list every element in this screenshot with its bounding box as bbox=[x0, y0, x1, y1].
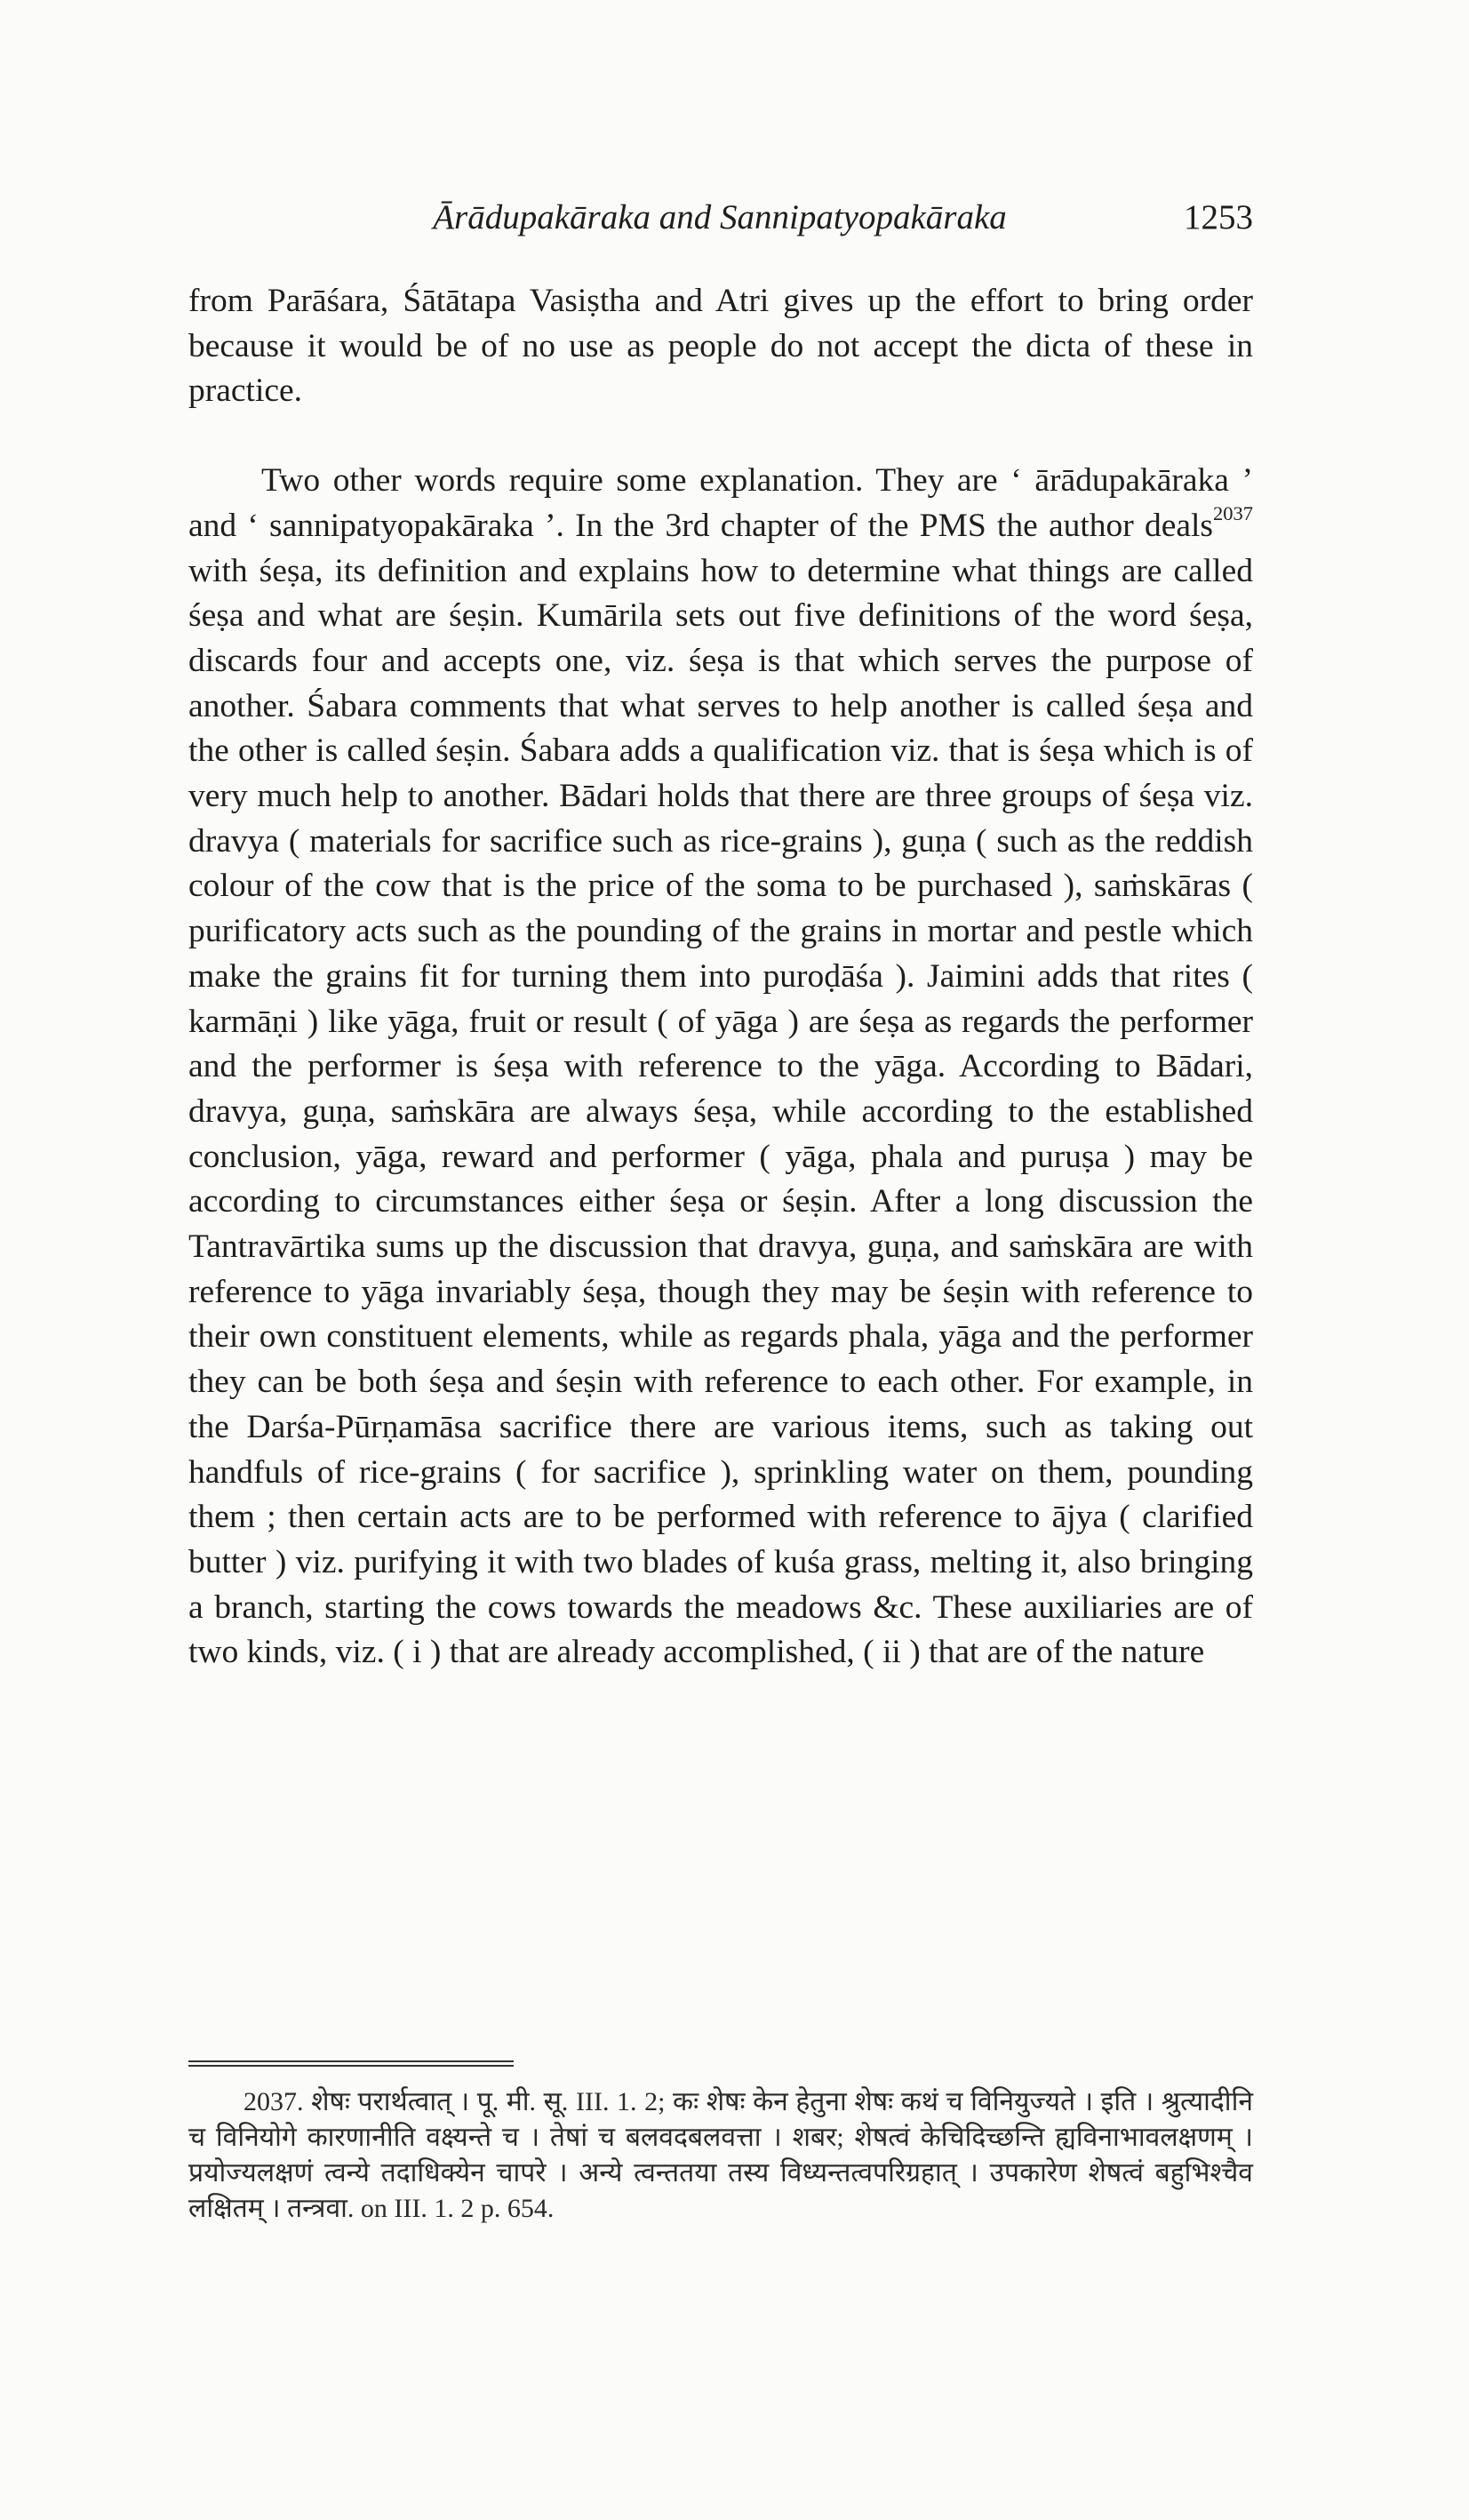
running-head bbox=[187, 188, 1253, 242]
footnote-divider bbox=[188, 2060, 514, 2067]
footnote bbox=[188, 2084, 1253, 2227]
footnote-reference[interactable]: 2037 bbox=[1213, 501, 1253, 524]
page-number: 1253 bbox=[1184, 198, 1253, 236]
running-title: Ārādupakāraka and Sannipatyopakāraka bbox=[433, 198, 1007, 236]
paragraph-continued: from Parāśara, Śātātapa Vasiṣtha and Atri gives up the effort to bring order because it would be of no use as people do not accept the dicta of these in practice. bbox=[188, 283, 1253, 410]
paragraph-sesa-definition bbox=[188, 459, 1253, 1676]
paragraph-text-start: Two other words require some explanation. They are ‘ ārādupakāraka ’ and ‘ sannipatyopakāraka ’. In the 3rd chapter of the PMS the author deals bbox=[188, 462, 1253, 544]
main-text bbox=[188, 279, 1253, 1676]
footnote-2037 bbox=[188, 2084, 1253, 2227]
footnote-number: 2037. bbox=[244, 2087, 304, 2116]
footnote-text: शेषः परार्थत्वात् । पू. मी. सू. III. 1. 2; कः शेषः केन हेतुना शेषः कथं च विनियुज्यते । इति । श्रुत्यादीनि च विनियोगे कारणानीति वक्ष्यन्ते च । तेषां च बलवदबलवत्ता । शबर; शेषत्वं केचिदिच्छन्ति ह्यविनाभावलक्षणम् । प्रयोज्यलक्षणं त्वन्ये तदाधिक्येन चापरे । अन्ये त्वन्ततया तस्य विध्यन्तत्वपरिग्रहात् । उपकारेण शेषत्वं बहुभिश्चैव लक्षितम् । तन्त्रवा. on III. 1. 2 p. 654. bbox=[188, 2087, 1253, 2223]
paragraph-text-rest: with śeṣa, its definition and explains how to determine what things are called śeṣa and what are śeṣin. Kumārila sets out five definitions of the word śeṣa, discards four and accepts one, viz. śeṣa is that which serves the purpose of another. Śabara comments that what serves to help another is called śeṣa and the other is called śeṣin. Śabara adds a qualification viz. that is śeṣa which is of very much help to another. Bādari holds that there are three groups of śeṣa viz. dravya ( materials for sacrifice such as rice-grains ), guṇa ( such as the reddish colour of the cow that is the price of the soma to be purchased ), saṁskāras ( purificatory acts such as the pounding of the grains in mortar and pestle which make the grains fit for turning them into puroḍāśa ). Jaimini adds that rites ( karmāṇi ) like yāga, fruit or result ( of yāga ) are śeṣa as regards the performer and the performer is śeṣa with reference to the yāga. According to Bādari, dravya, guṇa, saṁskāra are always śeṣa, while according to the established conclusion, yāga, reward and performer ( yāga, phala and puruṣa ) may be according to circumstances either śeṣa or śeṣin. After a long discussion the Tantravārtika sums up the discussion that dravya, guṇa, and saṁskāra are with reference to yāga invariably śeṣa, though they may be śeṣin with reference to their own constituent elements, while as regards phala, yāga and the performer they can be both śeṣa and śeṣin with reference to each other. For example, in the Darśa-Pūrṇamāsa sacrifice there are various items, such as taking out handfuls of rice-grains ( for sacrifice ), sprinkling water on them, pounding them ; then certain acts are to be performed with reference to ājya ( clarified butter ) viz. purifying it with two blades of kuśa grass, melting it, also bringing a branch, starting the cows towards the meadows &c. These auxiliaries are of two kinds, viz. ( i ) that are already accomplished, ( ii ) that are of the nature bbox=[188, 552, 1253, 1671]
